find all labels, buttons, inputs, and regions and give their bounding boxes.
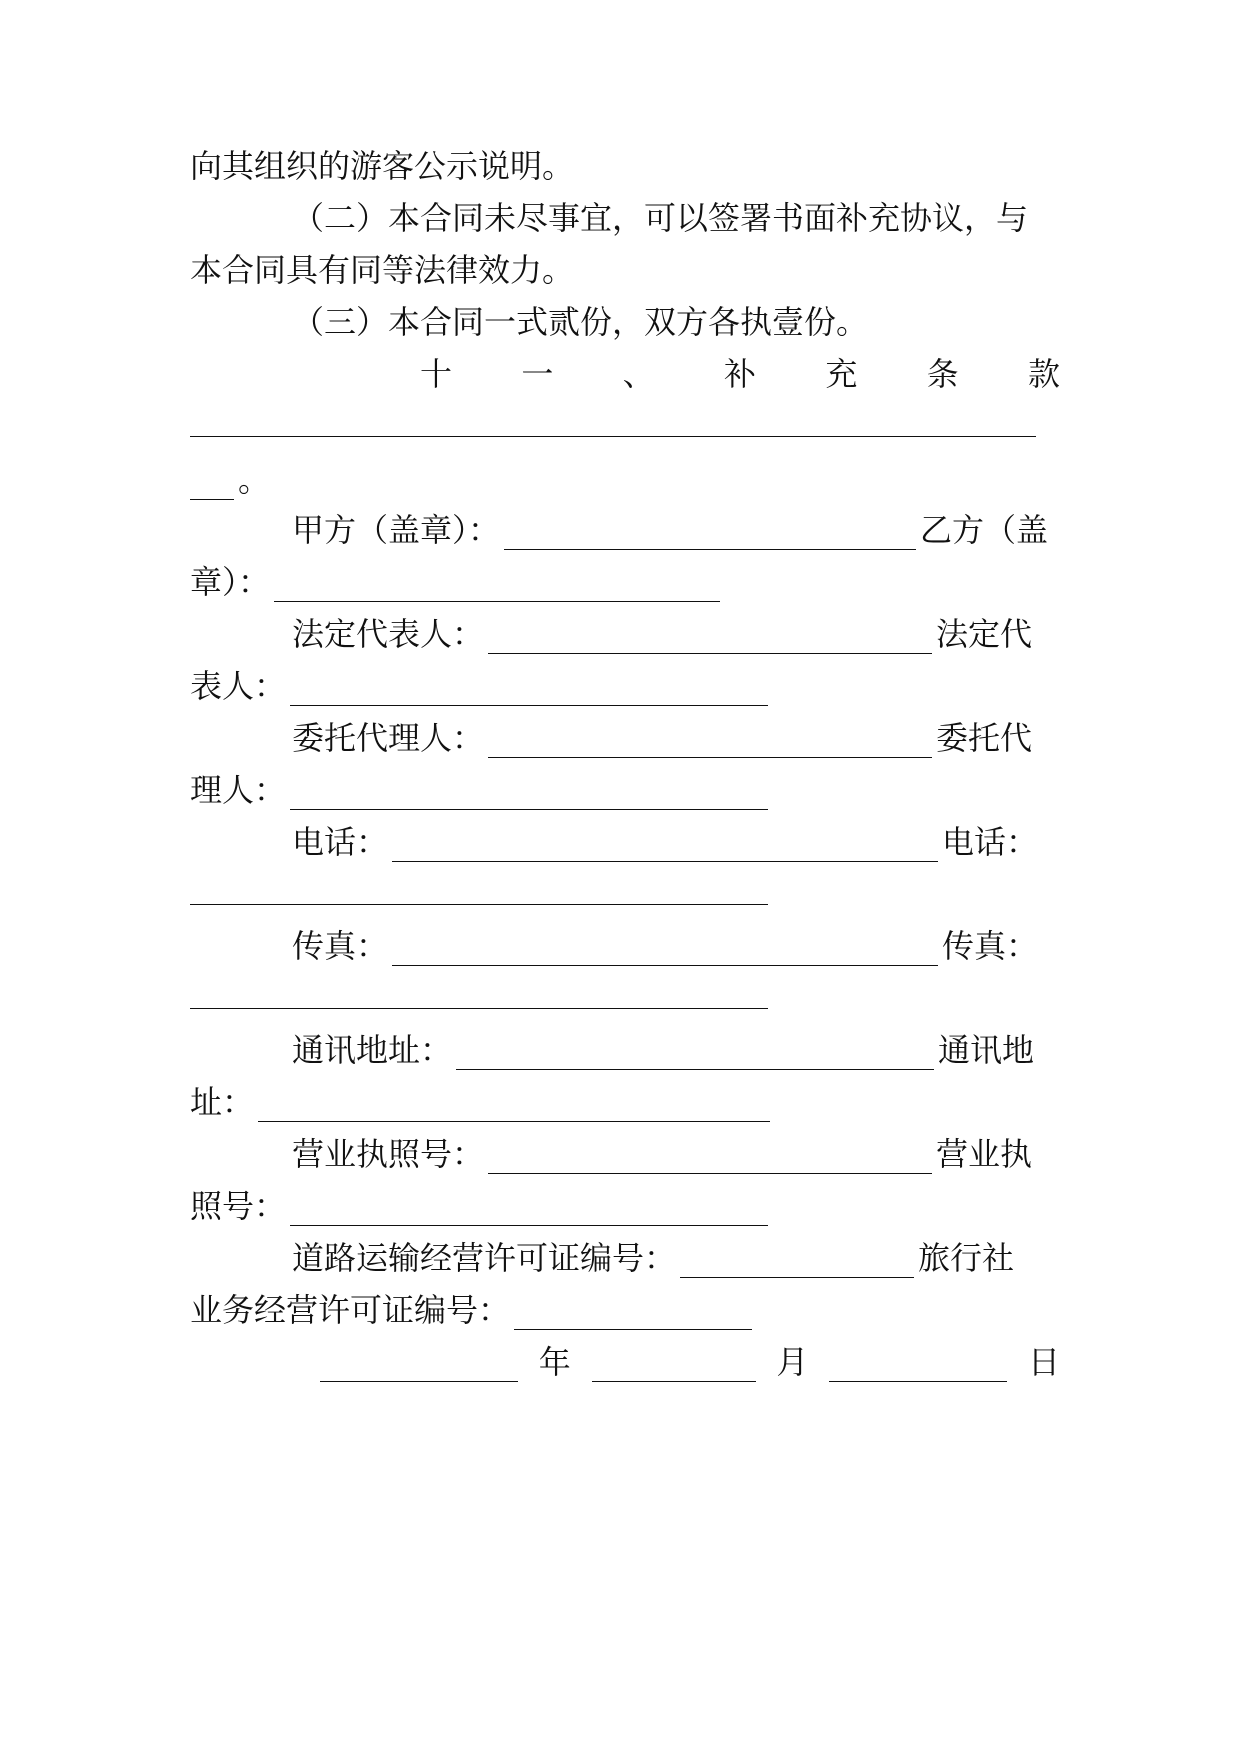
agent-row [292, 718, 1060, 758]
heading-char: 款 [1027, 355, 1060, 393]
agent-row-cont [190, 770, 1060, 810]
heading-char: 十 [420, 355, 453, 393]
party-b-seal-label: 章）： [190, 563, 271, 601]
supplement-blank-line [190, 406, 1060, 437]
fax-row [292, 926, 1060, 966]
phone-a-blank[interactable] [392, 831, 938, 862]
legal-rep-a-label: 法定代表人： [292, 615, 485, 653]
supplement-blank-line-2 [190, 460, 1060, 500]
license-a-blank[interactable] [488, 1143, 932, 1174]
paragraph-text: 本合同具有同等法律效力。 [190, 251, 575, 289]
road-permit-label: 道路运输经营许可证编号： [292, 1239, 677, 1277]
agent-b-blank[interactable] [290, 779, 768, 810]
license-a-label: 营业执照号： [292, 1135, 485, 1173]
period-mark: 。 [238, 461, 271, 499]
address-row [292, 1030, 1060, 1070]
text-line [190, 146, 1060, 186]
month-blank[interactable] [592, 1351, 756, 1382]
address-a-blank[interactable] [456, 1039, 934, 1070]
permit-row [292, 1238, 1060, 1278]
address-a-label: 通讯地址： [292, 1031, 453, 1069]
address-b-label: 址： [190, 1083, 255, 1121]
travel-permit-label: 旅行社 [918, 1239, 1015, 1277]
clause-3 [292, 302, 1060, 342]
phone-b-blank[interactable] [190, 874, 768, 905]
heading-char: 条 [926, 355, 959, 393]
fax-b-label: 传真： [942, 927, 1039, 965]
paragraph-text: 向其组织的游客公示说明。 [190, 147, 575, 185]
heading-char: 补 [723, 355, 756, 393]
fax-row-cont [190, 978, 1060, 1009]
heading-char: 充 [825, 355, 858, 393]
fax-b-blank[interactable] [190, 978, 768, 1009]
fax-a-label: 传真： [292, 927, 389, 965]
road-permit-blank[interactable] [680, 1247, 914, 1278]
legal-rep-a-blank[interactable] [488, 623, 932, 654]
phone-row-cont [190, 874, 1060, 905]
phone-a-label: 电话： [292, 823, 389, 861]
party-b-seal-label: 乙方（盖 [920, 511, 1049, 549]
clause-2 [292, 198, 1060, 238]
legal-rep-b-label: 表人： [190, 667, 287, 705]
address-b-blank[interactable] [258, 1091, 770, 1122]
party-a-seal-blank[interactable] [504, 519, 916, 550]
license-row-cont [190, 1186, 1060, 1226]
date-row [320, 1342, 1060, 1382]
paragraph-text: （二）本合同未尽事宜，可以签署书面补充协议，与 [292, 199, 1029, 237]
license-b-label: 照号： [190, 1187, 287, 1225]
year-label: 年 [538, 1343, 571, 1381]
month-label: 月 [776, 1343, 809, 1381]
fax-a-blank[interactable] [392, 935, 938, 966]
phone-row [292, 822, 1060, 862]
day-blank[interactable] [829, 1351, 1007, 1382]
paragraph-text: （三）本合同一式贰份，双方各执壹份。 [292, 303, 869, 341]
phone-b-label: 电话： [942, 823, 1039, 861]
party-a-seal-label: 甲方（盖章）： [292, 511, 501, 549]
license-b-label: 营业执 [936, 1135, 1033, 1173]
agent-b-label: 理人： [190, 771, 287, 809]
agent-a-blank[interactable] [488, 727, 932, 758]
travel-permit-label: 业务经营许可证编号： [190, 1291, 511, 1329]
party-seal-row [292, 510, 1060, 550]
address-b-label: 通讯地 [938, 1031, 1035, 1069]
address-row-cont [190, 1082, 1060, 1122]
legal-rep-b-label: 法定代 [936, 615, 1033, 653]
party-seal-row-cont [190, 562, 1060, 602]
clause-2-cont [190, 250, 1060, 290]
legal-rep-row-cont [190, 666, 1060, 706]
license-row [292, 1134, 1060, 1174]
legal-rep-row [292, 614, 1060, 654]
travel-permit-blank[interactable] [514, 1299, 752, 1330]
permit-row-cont [190, 1290, 1060, 1330]
heading-char: 一 [521, 355, 554, 393]
agent-a-label: 委托代理人： [292, 719, 485, 757]
year-blank[interactable] [320, 1351, 518, 1382]
heading-char: 、 [622, 355, 655, 393]
day-label: 日 [1027, 1343, 1060, 1381]
party-b-seal-blank[interactable] [274, 571, 720, 602]
supplement-fill-blank[interactable] [190, 469, 234, 500]
legal-rep-b-blank[interactable] [290, 675, 768, 706]
license-b-blank[interactable] [290, 1195, 768, 1226]
agent-b-label: 委托代 [936, 719, 1033, 757]
section-heading-11 [420, 354, 1060, 394]
supplement-fill-blank[interactable] [190, 406, 1036, 437]
